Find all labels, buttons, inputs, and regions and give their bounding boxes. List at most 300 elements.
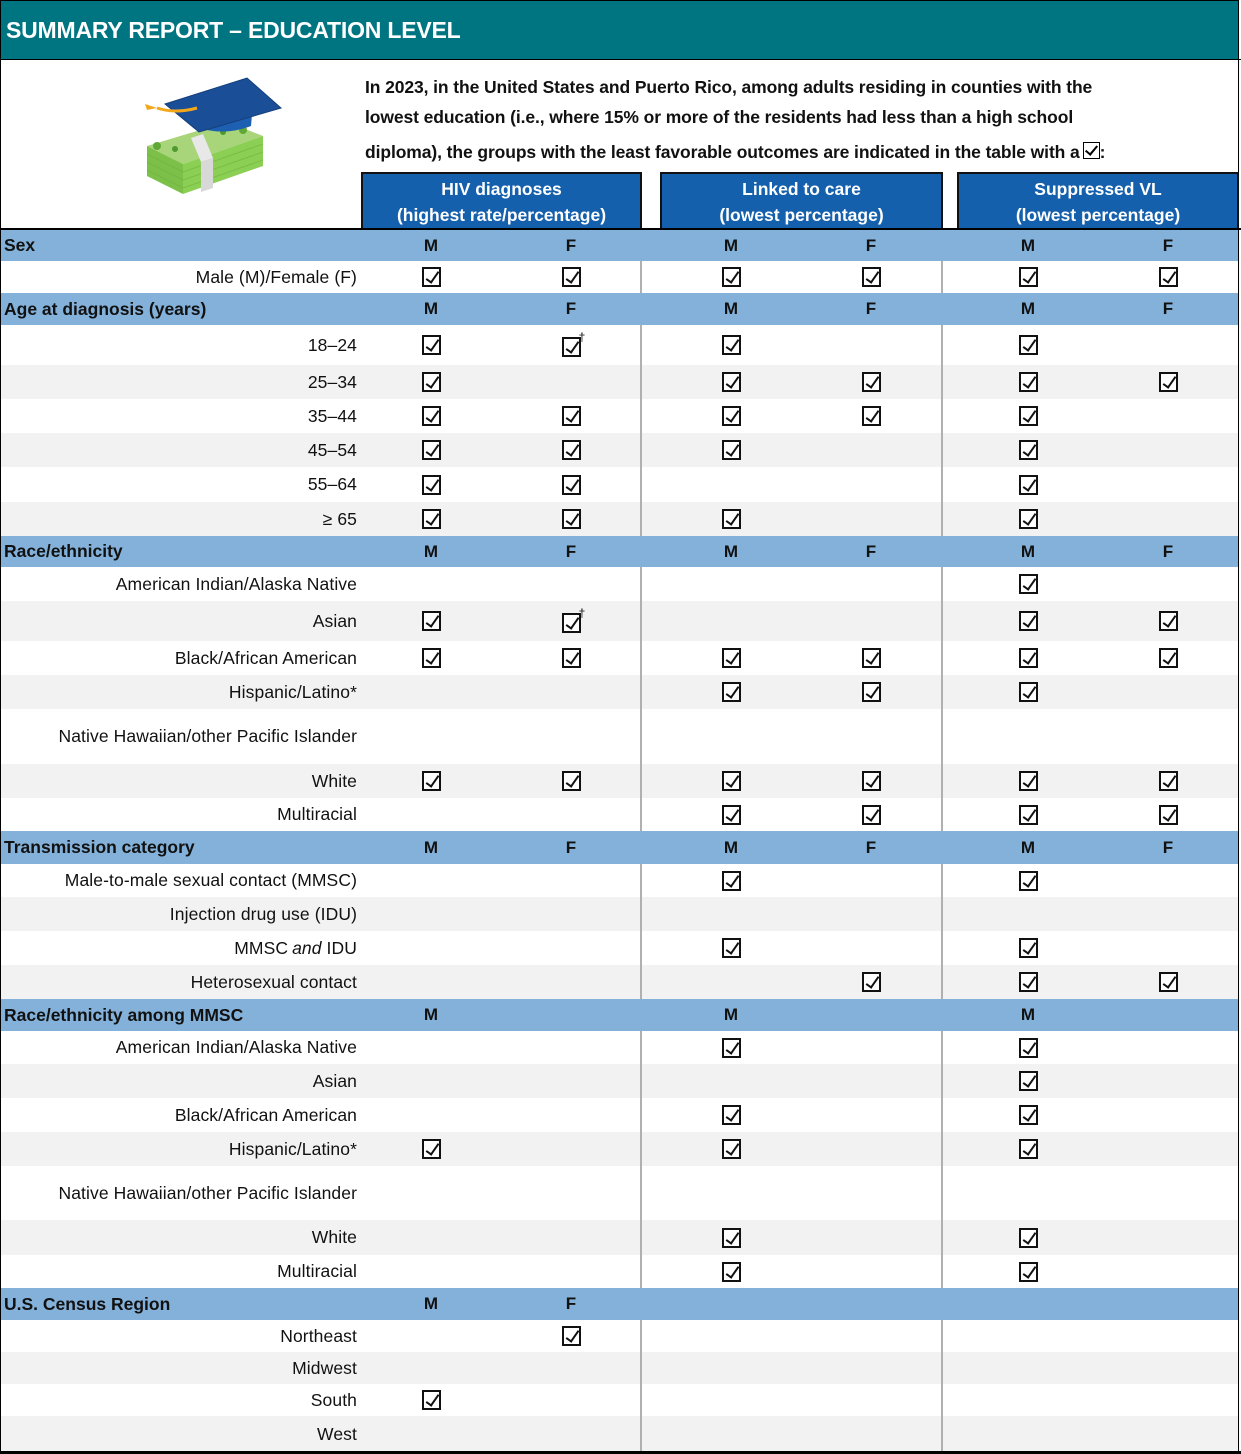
checkbox-checked-icon [1019,574,1038,594]
section-header [1,230,1238,261]
table-row [1,1166,1238,1220]
column-header-female: F [865,235,877,255]
column-divider [640,1031,642,1288]
check-cell [411,641,451,675]
column-divider [941,567,943,831]
column-header-female: F [865,299,877,318]
row-label [317,1416,357,1452]
row-label [175,641,357,675]
table-row [1,965,1238,999]
checkbox-checked-icon [1083,142,1100,159]
checkbox-checked-icon [562,613,581,633]
column-header-female: F [1162,299,1174,318]
intro-text [365,72,1225,172]
check-cell [551,764,591,798]
table-row [1,1255,1238,1288]
check-cell [711,1255,751,1288]
check-cell [1008,261,1048,293]
checkbox-checked-icon [1159,805,1178,825]
section-title: Sex [4,235,36,255]
column-header-male: M [723,541,739,561]
column-header-male: M [423,1005,439,1024]
row-label [175,1098,357,1132]
row-label-text: ≥ 65 [322,508,357,529]
checkbox-checked-icon [562,440,581,460]
intro-line-3 [365,132,1225,172]
column-divider [941,1320,943,1452]
column-header-female: F [865,541,877,561]
checkbox-checked-icon [422,475,441,495]
row-label [308,433,357,467]
column-group-suppressed-vl [957,172,1239,228]
check-cell [851,764,891,798]
check-cell [551,641,591,675]
column-divider [640,567,642,831]
row-label-text: Injection drug use (IDU) [169,903,357,924]
check-cell [551,261,591,293]
table-row [1,641,1238,675]
check-cell [711,864,751,897]
table-row [1,897,1238,931]
row-label [323,502,357,536]
checkbox-checked-icon [722,1228,741,1248]
row-label [308,399,357,433]
checkbox-checked-icon [862,771,881,791]
check-cell [551,1320,591,1352]
check-cell [711,325,751,365]
column-divider [941,864,943,999]
check-cell [551,467,591,502]
check-cell [411,1132,451,1166]
table-row [1,1384,1238,1416]
checkbox-checked-icon [722,1139,741,1159]
column-header-female: F [565,299,577,318]
table-row [1,864,1238,897]
check-cell [851,261,891,293]
checkbox-checked-icon [422,1390,441,1410]
check-cell [411,261,451,293]
column-header-male: M [1020,1005,1036,1024]
checkbox-checked-icon [1019,406,1038,426]
dagger-footnote-mark: † [578,330,586,344]
row-label-text: 18–24 [307,334,357,355]
table-row [1,399,1238,433]
check-cell [1008,502,1048,536]
table-row [1,1320,1238,1352]
check-cell [411,601,451,641]
check-cell [851,965,891,999]
column-divider [640,325,642,536]
row-label-text: 55–64 [307,474,357,494]
check-cell [411,325,451,365]
column-header-female: F [1162,837,1174,857]
row-label-text: Heterosexual contact [190,971,357,992]
checkbox-checked-icon [1019,771,1038,791]
section-title: U.S. Census Region [4,1293,171,1314]
checkbox-checked-icon [1019,1139,1038,1159]
row-label [313,601,357,641]
checkbox-checked-icon [1019,1105,1038,1125]
intro-line-2: lowest education (i.e., where 15% or more of the residents had less than a high school [365,107,1074,127]
check-cell [851,798,891,831]
checkbox-checked-icon [862,406,881,426]
graduation-cap-money-icon [135,74,285,199]
check-cell [551,325,591,365]
table-row [1,798,1238,831]
check-cell [851,399,891,433]
check-cell [711,261,751,293]
check-cell [711,931,751,965]
column-header-female: F [1162,235,1174,255]
checkbox-checked-icon [422,611,441,631]
table-row [1,931,1238,965]
check-cell [411,399,451,433]
column-divider [640,864,642,999]
check-cell [1008,864,1048,897]
row-label-text: 35–44 [307,405,357,426]
checkbox-checked-icon [722,267,741,287]
checkbox-checked-icon [1019,267,1038,287]
row-label-text: 45–54 [307,439,357,460]
column-header-male: M [723,837,739,857]
section-title: Transmission category [4,837,195,857]
check-cell [711,798,751,831]
table-row [1,567,1238,601]
checkbox-checked-icon [562,1326,581,1346]
row-label [308,325,357,365]
check-cell [711,365,751,399]
checkbox-checked-icon [562,509,581,529]
row-label-text: American Indian/Alaska Native [115,1037,357,1057]
check-cell [711,1220,751,1255]
row-label-text: Asian [312,1070,357,1091]
column-group-hiv-diagnoses [361,172,642,228]
check-cell [711,641,751,675]
table-row [1,1220,1238,1255]
checkbox-checked-icon [422,648,441,668]
column-group-title: Suppressed VL [1034,179,1162,199]
checkbox-checked-icon [722,372,741,392]
checkbox-checked-icon [1159,611,1178,631]
column-group-title: Linked to care [742,179,861,199]
section-header [1,1288,1238,1320]
section-title: Race/ethnicity among MMSC [4,1004,244,1025]
check-cell [551,601,591,641]
row-label-text: White [311,1227,357,1247]
row-label [191,965,357,999]
row-label [58,1166,357,1220]
checkbox-checked-icon [862,648,881,668]
row-label-text: White [311,770,357,791]
checkbox-checked-icon [862,267,881,287]
check-cell [711,433,751,467]
checkbox-checked-icon [1019,648,1038,668]
row-label-text: Black/African American [174,647,357,668]
row-label [308,365,357,399]
checkbox-checked-icon [422,335,441,355]
row-label [313,1064,357,1098]
checkbox-checked-icon [722,509,741,529]
check-cell [551,433,591,467]
check-cell [411,1384,451,1416]
checkbox-checked-icon [862,805,881,825]
row-label-text: MMSC [234,937,289,958]
check-cell [1008,601,1048,641]
checkbox-checked-icon [1019,611,1038,631]
checkbox-checked-icon [862,972,881,992]
check-cell [711,399,751,433]
row-label [116,1031,357,1064]
checkbox-checked-icon [1019,475,1038,495]
table-row [1,433,1238,467]
check-cell [411,365,451,399]
row-label-text: Male-to-male sexual contact (MMSC) [64,870,357,890]
row-label-text: Multiracial [277,1261,357,1281]
column-group-title: HIV diagnoses [441,179,562,199]
check-cell [1008,365,1048,399]
checkbox-checked-icon [1019,1071,1038,1091]
check-cell [1148,601,1188,641]
column-header-male: M [1020,299,1036,318]
check-cell [1148,965,1188,999]
check-cell [411,467,451,502]
checkbox-checked-icon [862,372,881,392]
check-cell [851,365,891,399]
row-label-text: Native Hawaiian/other Pacific Islander [58,1182,357,1203]
checkbox-checked-icon [1019,440,1038,460]
column-header-male: M [1020,837,1036,857]
check-cell [711,1098,751,1132]
checkbox-checked-icon [722,938,741,958]
table-row [1,1098,1238,1132]
checkbox-checked-icon [722,406,741,426]
table-row [1,709,1238,764]
report-title: SUMMARY REPORT – EDUCATION LEVEL [1,1,1238,59]
row-label-text: Black/African American [174,1104,357,1125]
checkbox-checked-icon [722,335,741,355]
row-label-text: South [310,1389,357,1410]
section-header [1,536,1238,567]
checkbox-checked-icon [722,682,741,702]
check-cell [1008,675,1048,709]
column-header-male: M [423,837,439,857]
checkbox-checked-icon [1019,1038,1038,1058]
row-label [196,261,357,293]
section-header [1,293,1238,325]
checkbox-checked-icon [1019,938,1038,958]
row-label-text: Northeast [280,1325,357,1346]
check-cell [851,675,891,709]
check-cell [1008,467,1048,502]
check-cell [711,1031,751,1064]
checkbox-checked-icon [562,648,581,668]
checkbox-checked-icon [422,372,441,392]
row-label [308,467,357,502]
column-divider [640,1320,642,1452]
check-cell [1008,1255,1048,1288]
row-label [292,1352,357,1384]
intro-line-3-text: diploma), the groups with the least favorable outcomes are indicated in the table with a [365,142,1080,162]
check-cell [411,764,451,798]
check-cell [411,433,451,467]
row-label [229,675,357,709]
column-header-male: M [1020,235,1036,255]
column-header-female: F [565,837,577,857]
check-cell [711,675,751,709]
check-cell [551,502,591,536]
checkbox-checked-icon [422,267,441,287]
check-cell [411,502,451,536]
row-label-text: Native Hawaiian/other Pacific Islander [58,726,357,746]
checkbox-checked-icon [1019,1262,1038,1282]
checkbox-checked-icon [422,406,441,426]
row-label [277,798,357,831]
checkbox-checked-icon [1159,372,1178,392]
checkbox-checked-icon [722,1038,741,1058]
row-label [116,567,357,601]
check-cell [1148,798,1188,831]
column-divider [941,261,943,293]
column-group-subtitle: (highest rate/percentage) [396,205,607,225]
row-label [65,864,357,897]
check-cell [711,502,751,536]
table-row [1,675,1238,709]
column-header-female: F [565,1294,577,1313]
row-label [229,1132,357,1166]
checkbox-checked-icon [1019,805,1038,825]
column-header-female: F [565,541,577,561]
check-cell [1008,567,1048,601]
checkbox-checked-icon [562,337,581,357]
table-row [1,325,1238,365]
row-label-text: American Indian/Alaska Native [115,573,357,594]
check-cell [1008,965,1048,999]
check-cell [1148,261,1188,293]
table-row [1,365,1238,399]
column-header-male: M [423,299,439,318]
checkbox-checked-icon [422,509,441,529]
check-cell [711,764,751,798]
column-header-female: F [565,235,577,255]
title-divider [0,59,1241,60]
check-cell [1008,764,1048,798]
check-cell [1008,1064,1048,1098]
row-label-text: Multiracial [277,804,357,824]
table-row [1,261,1238,293]
check-cell [1148,641,1188,675]
column-header-female: F [865,837,877,857]
column-group-linked-to-care [660,172,943,228]
column-header-male: M [423,235,439,255]
row-label-text: Hispanic/Latino* [228,681,357,702]
column-group-subtitle: (lowest percentage) [1015,205,1181,225]
checkbox-checked-icon [422,771,441,791]
checkbox-checked-icon [862,682,881,702]
check-cell [1008,399,1048,433]
section-title: Age at diagnosis (years) [4,298,207,319]
checkbox-checked-icon [722,1105,741,1125]
row-label [277,1255,357,1288]
row-label [234,931,357,965]
row-label-text: Asian [312,610,357,631]
column-header-male: M [1020,541,1036,561]
checkbox-checked-icon [722,771,741,791]
section-header [1,999,1238,1031]
column-header-female: F [1162,541,1174,561]
row-label [58,709,357,764]
column-header-male: M [423,1294,439,1313]
checkbox-checked-icon [1159,648,1178,668]
row-label-text: Male (M)/Female (F) [195,266,357,287]
row-label-text: Hispanic/Latino* [228,1138,357,1159]
checkbox-checked-icon [422,1139,441,1159]
check-cell [1008,1098,1048,1132]
dagger-footnote-mark: † [578,606,586,620]
table-row [1,764,1238,798]
checkbox-checked-icon [722,648,741,668]
row-label [312,1220,357,1255]
checkbox-checked-icon [1159,267,1178,287]
column-header-male: M [723,299,739,318]
checkbox-checked-icon [1159,972,1178,992]
column-group-subtitle: (lowest percentage) [719,205,884,225]
row-label [280,1320,357,1352]
table-row [1,467,1238,502]
checkbox-checked-icon [1019,682,1038,702]
check-cell [551,399,591,433]
checkbox-checked-icon [1019,871,1038,891]
check-cell [1008,931,1048,965]
checkbox-checked-icon [1019,509,1038,529]
check-cell [1008,798,1048,831]
checkbox-checked-icon [562,475,581,495]
row-label [170,897,357,931]
check-cell [1008,433,1048,467]
row-label-suffix: IDU [321,937,357,958]
checkbox-checked-icon [722,805,741,825]
row-label-text: Midwest [292,1357,357,1378]
checkbox-checked-icon [562,267,581,287]
checkbox-checked-icon [422,440,441,460]
intro-line-3-suffix: : [1099,142,1106,162]
checkbox-checked-icon [1159,771,1178,791]
check-cell [1148,365,1188,399]
row-label-italic: and [292,937,322,958]
table-row [1,1064,1238,1098]
checkbox-checked-icon [562,771,581,791]
row-label [312,764,357,798]
table-row [1,601,1238,641]
column-divider [941,1031,943,1288]
column-header-male: M [723,1005,739,1024]
check-cell [1008,1031,1048,1064]
checkbox-checked-icon [562,406,581,426]
checkbox-checked-icon [722,1262,741,1282]
column-divider [941,325,943,536]
section-title: Race/ethnicity [4,541,123,561]
section-header [1,831,1238,864]
checkbox-checked-icon [1019,972,1038,992]
row-label-text: 25–34 [307,371,357,392]
check-cell [711,1132,751,1166]
checkbox-checked-icon [1019,1228,1038,1248]
table-row [1,1416,1238,1452]
checkbox-checked-icon [722,440,741,460]
check-cell [851,641,891,675]
check-cell [1008,1132,1048,1166]
row-label [311,1384,357,1416]
column-header-male: M [723,235,739,255]
